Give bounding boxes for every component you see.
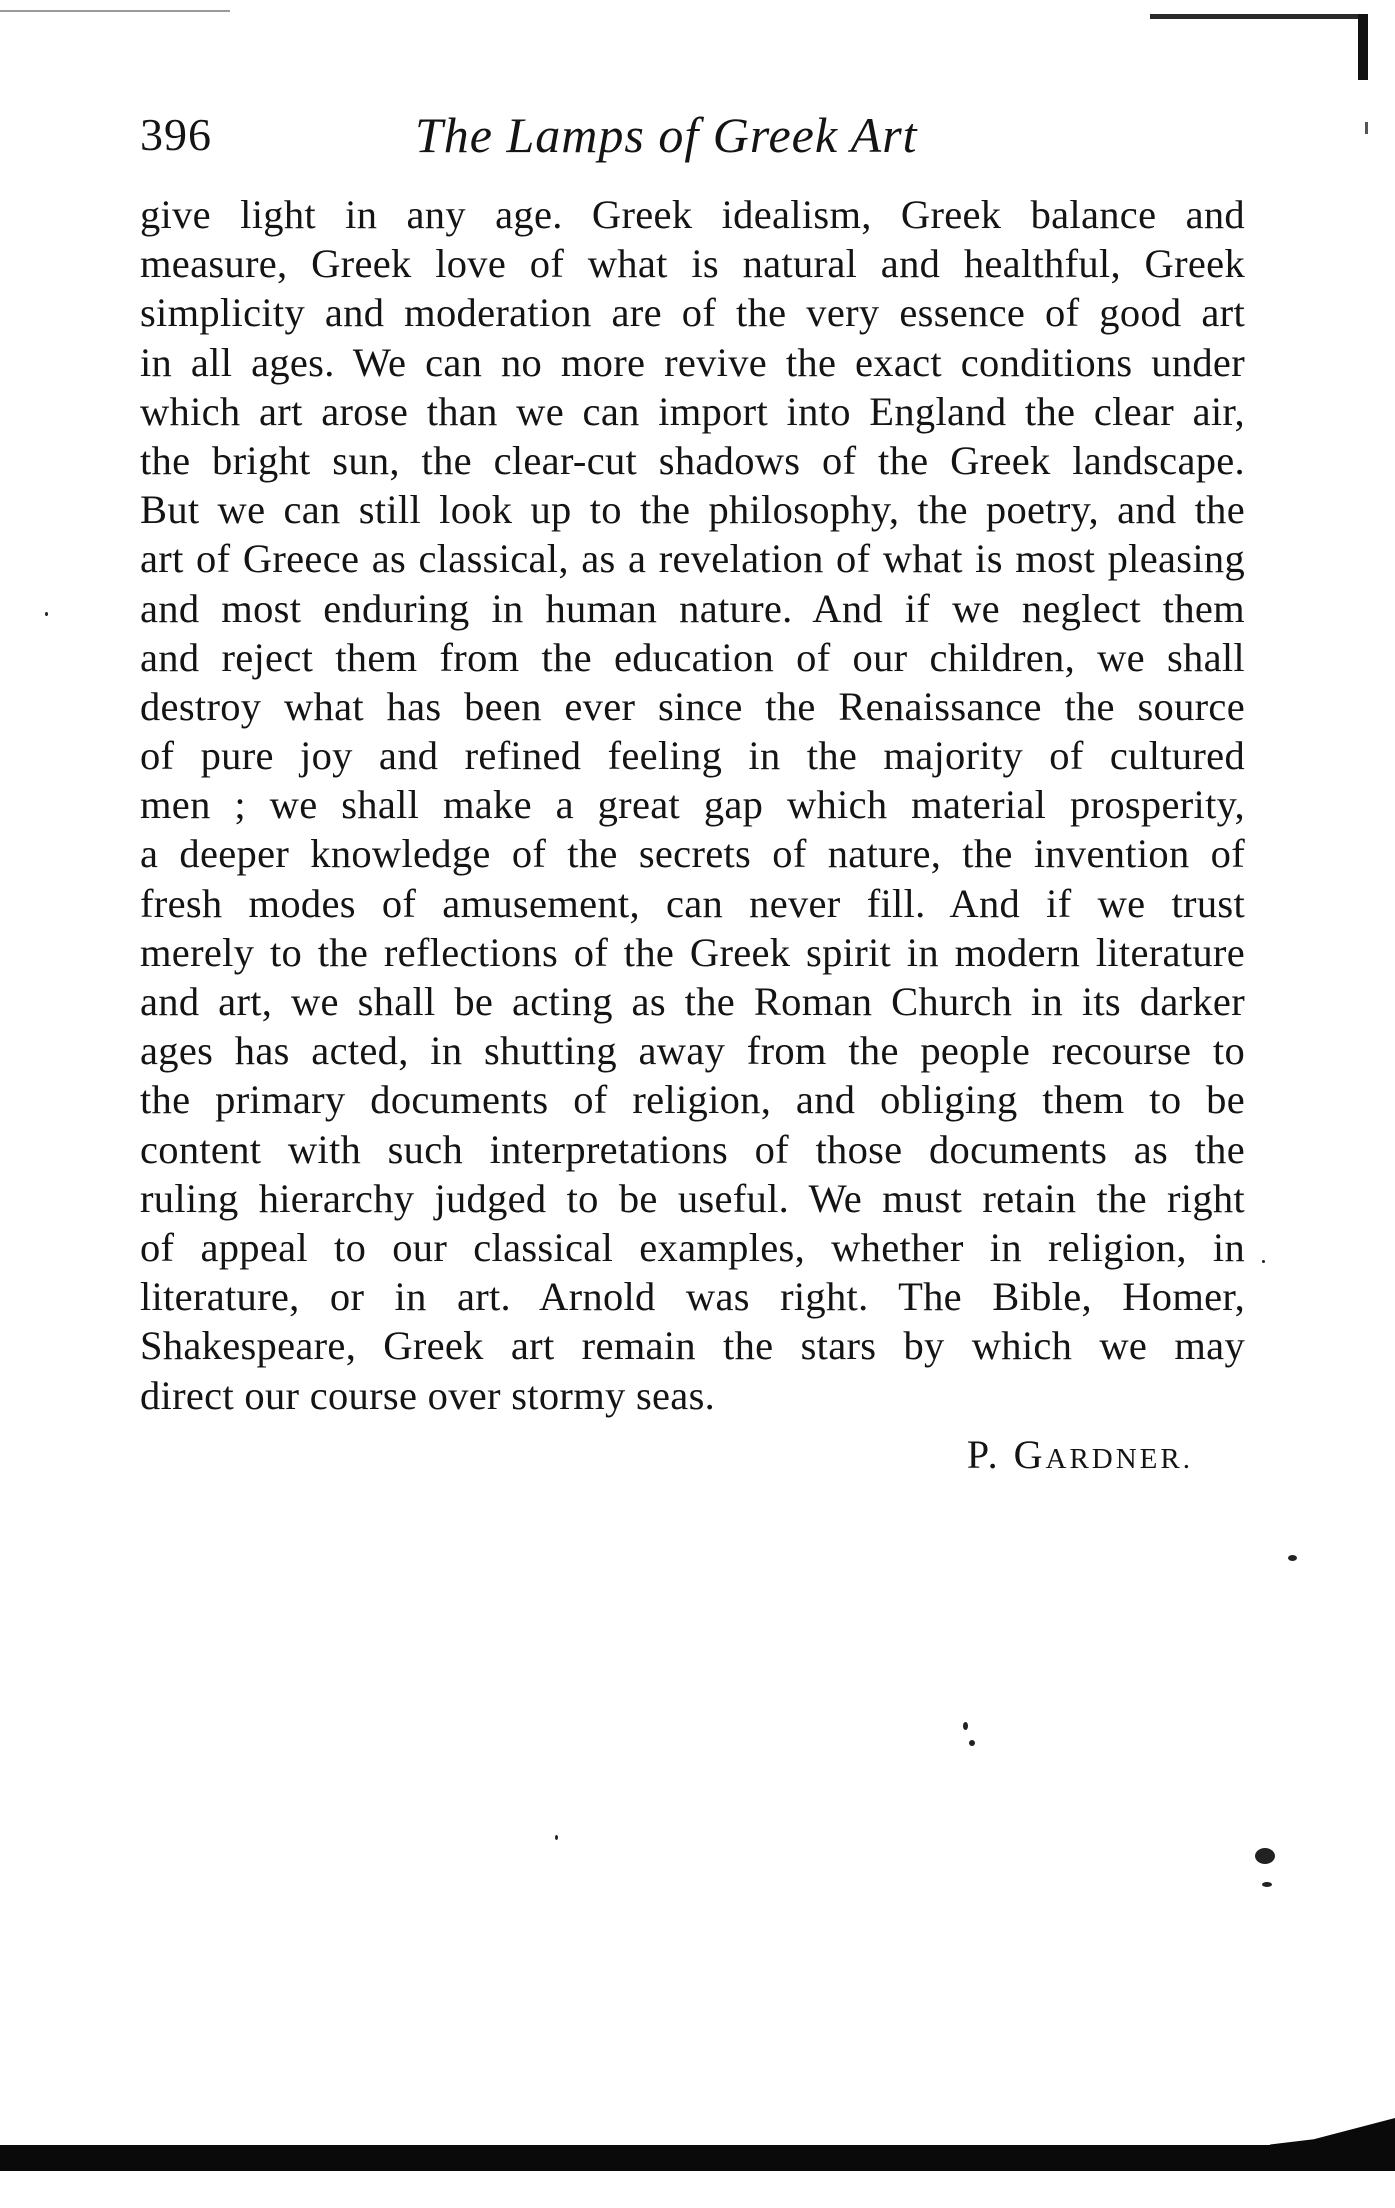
text-line: which art arose than we can import into England the clear air, bbox=[140, 388, 1245, 434]
scan-speck bbox=[555, 1835, 558, 1840]
text-line: Shakespeare, Greek art remain the stars by which we may bbox=[140, 1323, 1245, 1369]
scan-bottom-edge-corner bbox=[1270, 2118, 1395, 2171]
text-line: content with such interpretations of those documents as the bbox=[140, 1126, 1245, 1172]
author-signature bbox=[967, 1430, 1193, 1484]
scan-corner-mark bbox=[1358, 14, 1368, 80]
text-line: destroy what has been ever since the Renaissance the source bbox=[140, 683, 1245, 729]
text-line-last: direct our course over stormy seas. bbox=[140, 1372, 716, 1418]
scan-edge-line-left bbox=[0, 10, 230, 12]
signature-surname: ARDNER. bbox=[1045, 1443, 1193, 1475]
scan-speck bbox=[1262, 1260, 1265, 1263]
scan-speck bbox=[1262, 1882, 1272, 1887]
scan-bottom-edge bbox=[0, 2145, 1395, 2171]
signature-initial: P. G bbox=[966, 1432, 1046, 1477]
header-speck bbox=[1365, 122, 1368, 134]
scan-speck bbox=[45, 612, 48, 616]
text-line: and art, we shall be acting as the Roman Church in its darker bbox=[140, 979, 1245, 1024]
text-line: measure, Greek love of what is natural and healthful, Greek bbox=[140, 241, 1245, 287]
scan-edge-line-right bbox=[1150, 14, 1365, 19]
scan-speck bbox=[1288, 1555, 1297, 1561]
text-line: the bright sun, the clear-cut shadows of the Greek landscape. bbox=[140, 437, 1245, 483]
text-line: of appeal to our classical examples, whether in religion, in bbox=[140, 1224, 1245, 1270]
text-line: But we can still look up to the philosophy, the poetry, and the bbox=[140, 487, 1245, 533]
text-line: and reject them from the education of our children, we shall bbox=[140, 634, 1245, 680]
text-line: ages has acted, in shutting away from the people recourse to bbox=[140, 1028, 1245, 1074]
text-line: give light in any age. Greek idealism, Greek balance and bbox=[140, 192, 1245, 237]
page-number: 396 bbox=[140, 109, 212, 160]
text-line: fresh modes of amusement, can never fill. And if we trust bbox=[140, 880, 1245, 926]
text-line: art of Greece as classical, as a revelation of what is most pleasing bbox=[140, 536, 1245, 582]
text-line: merely to the reflections of the Greek spirit in modern literature bbox=[140, 929, 1245, 975]
text-line: in all ages. We can no more revive the exact conditions under bbox=[140, 339, 1245, 385]
text-line: simplicity and moderation are of the very essence of good art bbox=[140, 290, 1245, 336]
text-line: and most enduring in human nature. And if we neglect them bbox=[140, 585, 1245, 631]
text-line: literature, or in art. Arnold was right. The Bible, Homer, bbox=[140, 1274, 1245, 1320]
text-line: of pure joy and refined feeling in the majority of cultured bbox=[140, 733, 1245, 779]
scan-speck bbox=[963, 1722, 968, 1730]
body-paragraph bbox=[140, 190, 1245, 1420]
scan-speck bbox=[1255, 1848, 1275, 1864]
text-line: the primary documents of religion, and obliging them to be bbox=[140, 1077, 1245, 1123]
text-line: a deeper knowledge of the secrets of nature, the invention of bbox=[140, 831, 1245, 877]
text-line: ruling hierarchy judged to be useful. We must retain the right bbox=[140, 1175, 1245, 1221]
text-line: men ; we shall make a great gap which material prosperity, bbox=[140, 782, 1245, 828]
page-header bbox=[140, 100, 1245, 170]
scan-speck bbox=[969, 1740, 975, 1746]
running-title: The Lamps of Greek Art bbox=[415, 107, 918, 163]
